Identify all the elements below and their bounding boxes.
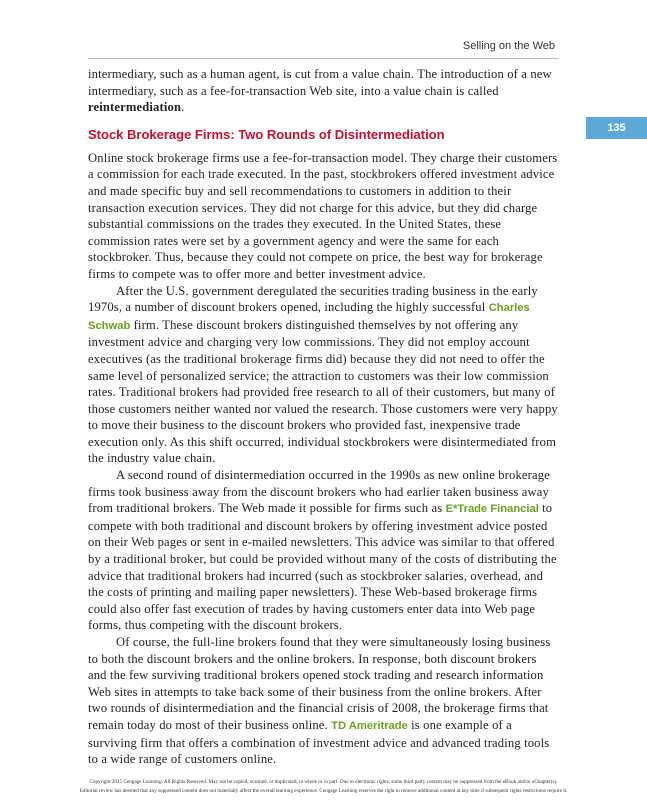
intro-paragraph xyxy=(88,66,558,116)
company-link-charles-schwab[interactable]: Charles Schwab xyxy=(88,302,530,332)
page-body xyxy=(88,66,558,768)
company-link-etrade[interactable]: E*Trade Financial xyxy=(445,503,539,516)
paragraph-2-text-a: After the U.S. government deregulated the securities trading business in the early 1970s, a number of discount brokers opened, including the highly successful xyxy=(88,283,538,315)
paragraph-4-text-a: Of course, the full-line brokers found that they were simultaneously losing business to both the discount brokers and the online brokers. In response, both discount brokers and the few surviving traditional brokers opened stock trading and research information Web sites in attempts to take back some of their business from the online brokers. After two rounds of disintermediation and the financial crisis of 2008, the brokerage firms that remain today do most of their business online. xyxy=(88,635,551,732)
paragraph-4 xyxy=(88,634,558,768)
page-number-tab: 135 xyxy=(586,117,647,139)
copyright-line-1: Copyright 2015 Cengage Learning. All Rights Reserved. May not be copied, scanned, or duplicated, in whole or in part. Due to electronic rights, some third party content may be suppressed from the eBook and/or eChapter(s). xyxy=(89,779,558,785)
paragraph-3-text-a: A second round of disintermediation occurred in the 1990s as new online brokerage firms took business away from the discount brokers who had earlier taken business away from traditional brokers. The Web made it possible for firms such as xyxy=(88,468,550,516)
paragraph-2 xyxy=(88,283,558,468)
key-term-reintermediation: reintermediation xyxy=(88,100,182,115)
paragraph-4-text-b: is one example of a surviving firm that offers a combination of investment advice and advanced trading tools to a wide range of customers online. xyxy=(88,717,550,767)
paragraph-3-text-b: to compete with both traditional and discount brokers by offering investment advice posted on their Web pages or sent in e-mailed newsletters. This advice was similar to that offered by a traditional broker, but could be provided without many of the costs of distributing the advice that traditional brokers had incurred (such as stockbroker salaries, overhead, and the costs of printing and mailing paper newsletters). These Web-based brokerage firms could also offer fast execution of trades by having customers enter data into Web page forms, thus competing with the discount brokers. xyxy=(88,501,557,633)
paragraph-1: Online stock brokerage firms use a fee-for-transaction model. They charge their customers a commission for each trade executed. In the past, stockbrokers offered investment advice and made specific buy and sell recommendations to customers in addition to their transaction execution services. They did not charge for this advice, but they did charge substantial commissions on the trades they executed. In the United States, these commission rates were set by a government agency and were the same for each stockbroker. Thus, because they could not compete on price, the best way for brokerage firms to compete was to offer more and better investment advice. xyxy=(88,150,558,281)
intro-end: . xyxy=(181,100,185,115)
running-head-title: Selling on the Web xyxy=(462,40,555,52)
paragraph-3 xyxy=(88,467,558,634)
header-rule xyxy=(88,58,558,59)
paragraph-2-text-b: firm. These discount brokers distinguished themselves by not offering any investment advice and charging very low commissions. They did not employ account executives (as the traditional brokerage firms did) because they did not need to offer the same level of personalized service; the attraction to customers was their low commission rates. Traditional brokers had provided free research to all of their customers, but many of those customers neither wanted nor valued the research. Those customers were very happy to move their business to the discount brokers who provided fast, inexpensive trade execution only. As this shift occurred, individual stockbrokers were disintermediated from the industry value chain. xyxy=(88,317,558,466)
intro-text: intermediary, such as a human agent, is cut from a value chain. The introduction of a new intermediary, such as a fee-for-transaction Web site, into a value chain is called xyxy=(88,67,552,98)
section-heading: Stock Brokerage Firms: Two Rounds of Disintermediation xyxy=(88,126,445,142)
company-link-td-ameritrade[interactable]: TD Ameritrade xyxy=(331,719,408,732)
copyright-line-2: Editorial review has deemed that any suppressed content does not materially affect the overall learning experience. Cengage Learning reserves the right to remove additional content at any time if subsequent rights restrictions require it. xyxy=(79,788,568,794)
